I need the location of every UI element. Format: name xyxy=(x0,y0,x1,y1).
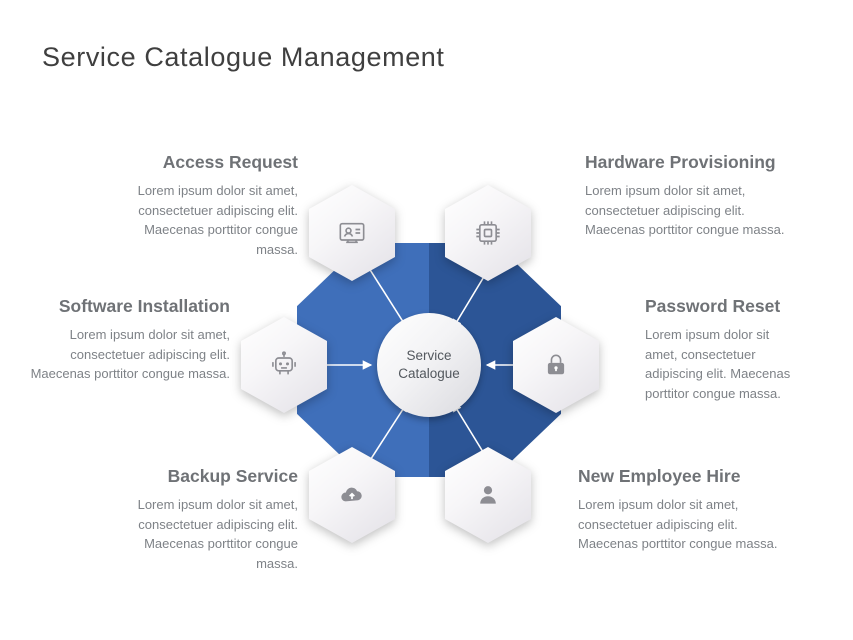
chip-icon xyxy=(474,219,502,247)
text-block-access-request xyxy=(120,152,298,260)
hex-node-access-request[interactable] xyxy=(309,185,395,281)
robot-icon xyxy=(270,351,298,379)
body-hardware-provisioning: Lorem ipsum dolor sit amet, consectetuer adipiscing elit. Maecenas porttitor congue massa. xyxy=(585,182,785,238)
text-block-backup-service xyxy=(120,466,298,574)
hex-face xyxy=(309,185,395,281)
heading-new-employee-hire: New Employee Hire xyxy=(578,466,741,486)
body-software-installation: Lorem ipsum dolor sit amet, consectetuer adipiscing elit. Maecenas porttitor congue massa. xyxy=(30,326,230,382)
hex-node-hardware-provisioning[interactable] xyxy=(445,185,531,281)
text-block-password-reset xyxy=(645,296,800,404)
heading-access-request: Access Request xyxy=(162,152,298,172)
hex-node-software-installation[interactable] xyxy=(241,317,327,413)
page-title: Service Catalogue Management xyxy=(42,42,445,72)
text-block-new-employee-hire xyxy=(578,466,788,554)
body-password-reset: Lorem ipsum dolor sit amet, consectetuer adipiscing elit. Maecenas porttitor congue massa. xyxy=(645,326,791,402)
text-block-software-installation xyxy=(22,296,230,384)
center-label xyxy=(393,347,465,383)
lock-icon xyxy=(543,351,569,379)
hexagon-diagram xyxy=(285,165,575,555)
center-label-line1: Service xyxy=(406,347,452,363)
hex-face xyxy=(445,447,531,543)
center-node[interactable] xyxy=(377,313,481,417)
heading-password-reset: Password Reset xyxy=(645,296,781,316)
body-access-request: Lorem ipsum dolor sit amet, consectetuer adipiscing elit. Maecenas porttitor congue massa. xyxy=(137,182,298,258)
text-block-hardware-provisioning xyxy=(585,152,785,240)
center-label-line2: Catalogue xyxy=(398,366,460,381)
person-icon xyxy=(475,481,501,509)
cloud-upload-icon xyxy=(337,481,367,509)
hex-face xyxy=(513,317,599,413)
monitor-user-icon xyxy=(338,219,366,247)
heading-software-installation: Software Installation xyxy=(58,296,230,316)
hex-face xyxy=(309,447,395,543)
hex-face xyxy=(445,185,531,281)
body-new-employee-hire: Lorem ipsum dolor sit amet, consectetuer adipiscing elit. Maecenas porttitor congue massa. xyxy=(578,496,778,552)
body-backup-service: Lorem ipsum dolor sit amet, consectetuer adipiscing elit. Maecenas porttitor congue massa. xyxy=(137,496,298,572)
heading-hardware-provisioning: Hardware Provisioning xyxy=(585,152,776,172)
heading-backup-service: Backup Service xyxy=(167,466,298,486)
hex-node-password-reset[interactable] xyxy=(513,317,599,413)
hex-face xyxy=(241,317,327,413)
hex-node-backup-service[interactable] xyxy=(309,447,395,543)
hex-node-new-employee-hire[interactable] xyxy=(445,447,531,543)
